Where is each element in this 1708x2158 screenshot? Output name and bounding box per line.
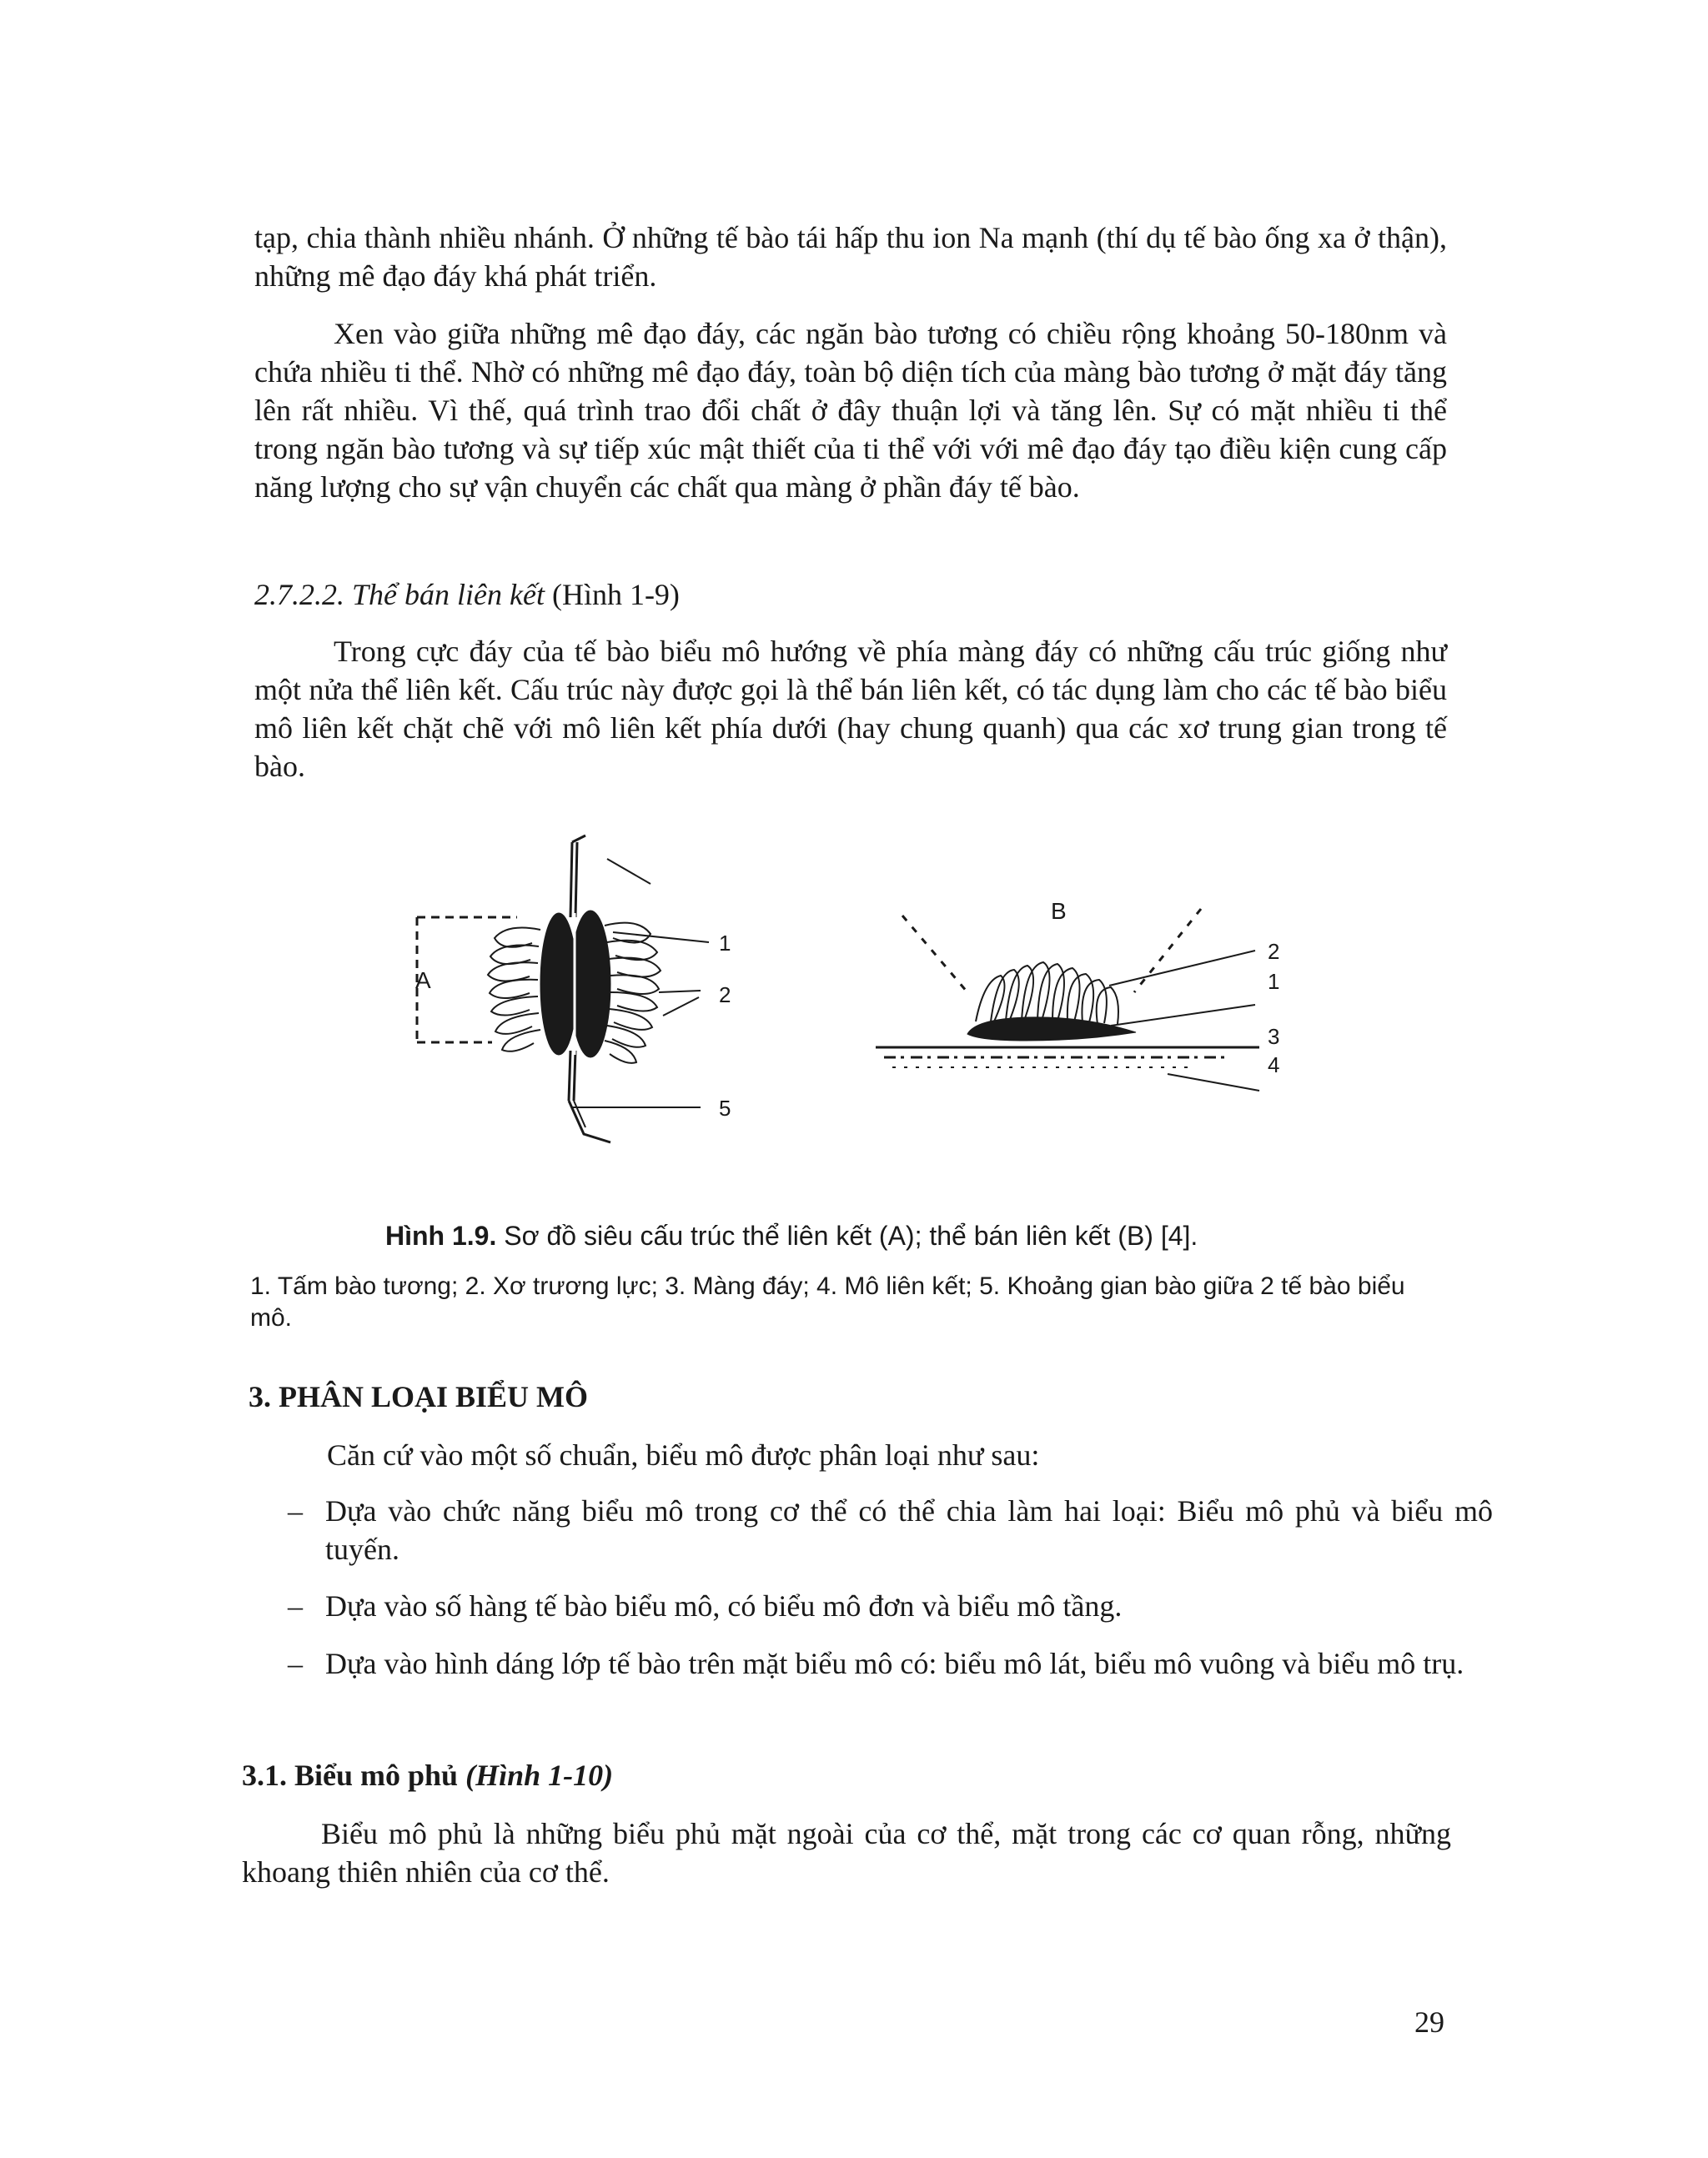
figure-label-a: A	[415, 967, 431, 993]
figure-caption	[385, 1219, 1198, 1252]
paragraph-1: tạp, chia thành nhiều nhánh. Ở những tế bào tái hấp thu ion Na mạnh (thí dụ tế bào ống xa ở thận), những mê đạo đáy khá phát triển.	[254, 221, 1447, 293]
section-3-1-title: 3.1. Biểu mô phủ	[242, 1759, 466, 1792]
figure-label-b: B	[1051, 898, 1067, 924]
list-item-text: Dựa vào hình dáng lớp tế bào trên mặt biểu mô có: biểu mô lát, biểu mô vuông và biểu mô trụ.	[325, 1647, 1464, 1680]
list-item-3	[288, 1644, 1493, 1683]
page-number: 29	[1414, 2005, 1444, 2039]
section-3-1-heading	[242, 1756, 613, 1794]
figure-caption-text: Sơ đồ siêu cấu trúc thể liên kết (A); thể bán liên kết (B) [4].	[496, 1221, 1198, 1251]
paragraph-4: Căn cứ vào một số chuẩn, biểu mô được phân loại như sau:	[327, 1438, 1040, 1472]
figure-left-number-2: 2	[719, 982, 731, 1007]
list-item-2	[288, 1587, 1493, 1625]
figure-right-number-3: 3	[1268, 1024, 1280, 1049]
desmosome-diagram	[417, 836, 709, 1142]
figure-right-number-1: 1	[1268, 969, 1280, 994]
figure-left-number-1: 1	[719, 931, 731, 956]
section-3-heading: 3. PHÂN LOẠI BIỂU MÔ	[249, 1380, 589, 1413]
section-3-1-figure-ref: (Hình 1-10)	[465, 1759, 614, 1792]
figure-right-number-2: 2	[1268, 939, 1280, 964]
figure-1-9	[392, 826, 1326, 1159]
list-dash: –	[288, 1589, 303, 1623]
list-item-text: Dựa vào chức năng biểu mô trong cơ thể có thể chia làm hai loại: Biểu mô phủ và biểu mô tuyến.	[325, 1494, 1493, 1566]
hemidesmosome-diagram	[876, 909, 1259, 1091]
subsection-heading-italic: 2.7.2.2. Thể bán liên kết	[254, 578, 545, 611]
figure-right-number-4: 4	[1268, 1052, 1280, 1077]
figure-legend-note: 1. Tấm bào tương; 2. Xơ trương lực; 3. Màng đáy; 4. Mô liên kết; 5. Khoảng gian bào giữa 2 tế bào biểu mô.	[250, 1272, 1405, 1332]
list-item-text: Dựa vào số hàng tế bào biểu mô, có biểu mô đơn và biểu mô tầng.	[325, 1589, 1123, 1623]
subsection-heading	[254, 575, 680, 614]
paragraph-2: Xen vào giữa những mê đạo đáy, các ngăn bào tương có chiều rộng khoảng 50-180nm và chứa nhiều ti thể. Nhờ có những mê đạo đáy, toàn bộ diện tích của màng bào tương ở mặt đáy tăng lên rất nhiều. Vì thế, quá trình trao đổi chất ở đây thuận lợi và tăng lên. Sự có mặt nhiều ti thể trong ngăn bào tương và sự tiếp xúc mật thiết của ti thể với với mê đạo đáy tạo điều kiện cung cấp năng lượng cho sự vận chuyển các chất qua màng ở phần đáy tế bào.	[254, 317, 1447, 504]
list-dash: –	[288, 1647, 303, 1680]
paragraph-3: Trong cực đáy của tế bào biểu mô hướng về phía màng đáy có những cấu trúc giống như một nửa thể liên kết. Cấu trúc này được gọi là thể bán liên kết, có tác dụng làm cho các tế bào biểu mô liên kết chặt chẽ với mô liên kết phía dưới (hay chung quanh) qua các xơ trung gian trong tế bào.	[254, 635, 1447, 783]
figure-left-number-5: 5	[719, 1096, 731, 1121]
figure-caption-label: Hình 1.9.	[385, 1221, 497, 1251]
paragraph-5: Biểu mô phủ là những biểu phủ mặt ngoài của cơ thể, mặt trong các cơ quan rỗng, những khoang thiên nhiên của cơ thể.	[242, 1817, 1451, 1889]
list-dash: –	[288, 1494, 303, 1528]
list-item-1	[288, 1492, 1493, 1568]
subsection-heading-ref: (Hình 1-9)	[544, 578, 680, 611]
